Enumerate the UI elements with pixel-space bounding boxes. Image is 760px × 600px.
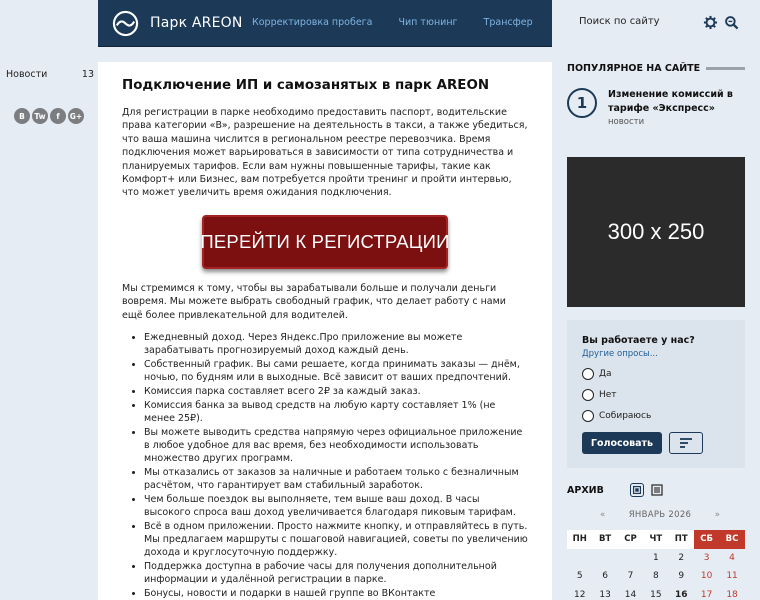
calendar-day: 14 (624, 589, 637, 600)
weekday: ПН (567, 530, 592, 549)
calendar-day: 12 (573, 589, 586, 600)
nav-item-chip-tuning[interactable]: Чип тюнинг (398, 17, 458, 28)
popular-post-category[interactable]: новости (608, 117, 645, 127)
site-title[interactable]: Парк AREON (150, 15, 243, 31)
register-button[interactable]: ПЕРЕЙТИ К РЕГИСТРАЦИИ (202, 215, 448, 269)
poll-option-label: Нет (599, 390, 617, 400)
vk-icon[interactable]: В (14, 108, 30, 124)
nav-item-mileage[interactable]: Корректировка пробега (252, 17, 373, 28)
calendar-day-weekend: 3 (703, 552, 710, 563)
calendar-day-weekend: 10 (700, 571, 713, 582)
calendar (567, 530, 745, 600)
list-item: • Комиссия банка за вывод средств на любую карту составляет 1% (не менее 25₽). (144, 399, 528, 425)
social-links (14, 108, 84, 124)
popular-heading-text: ПОПУЛЯРНОЕ НА САЙТЕ (567, 63, 701, 74)
logo-icon[interactable] (112, 10, 139, 37)
search-placeholder: Поиск по сайту (579, 16, 660, 27)
list-item: • Собственный график. Вы сами решаете, когда принимать заказы — днём, ночью, по будням или в выходные. Всё зависит от ваших предпочтений. (144, 358, 528, 384)
weekday: ЧТ (643, 530, 668, 549)
weekday: ВТ (592, 530, 617, 549)
twitter-icon[interactable]: Tw (32, 108, 48, 124)
calendar-week (567, 549, 745, 568)
calendar-day-weekend: 11 (726, 571, 738, 582)
article (98, 62, 552, 600)
poll-option-planning[interactable] (582, 410, 730, 422)
search-icon[interactable] (724, 15, 739, 30)
calendar-week (567, 586, 745, 600)
popular-heading (567, 63, 745, 74)
calendar-day-weekend: 17 (700, 589, 713, 600)
calendar-week (567, 567, 745, 586)
list-item: • Чем больше поездок вы выполняете, тем выше ваш доход. В часы высокого спроса ваш доход увеличивается благодаря пиковым тарифам. (144, 493, 528, 519)
calendar-day: 8 (653, 571, 659, 582)
poll-option-label: Собираюсь (599, 411, 652, 421)
list-item: • Комиссия парка составляет всего 2₽ за каждый заказ. (144, 385, 528, 398)
calendar-day-weekend: 18 (726, 589, 738, 600)
article-title: Подключение ИП и самозанятых в парк AREON (122, 78, 490, 93)
poll-option-yes[interactable] (582, 368, 730, 380)
main-nav (252, 17, 552, 28)
news-count: 13 (81, 69, 94, 80)
calendar-weekdays (567, 530, 745, 549)
poll-results-button[interactable] (669, 432, 703, 454)
nav-item-transfer[interactable]: Трансфер (483, 17, 533, 28)
calendar-view-icon[interactable] (630, 483, 644, 497)
benefits-list (122, 331, 528, 600)
popular-rank: 1 (567, 88, 597, 118)
radio-button[interactable] (582, 389, 594, 401)
results-icon (679, 437, 693, 449)
weekday: ПТ (669, 530, 694, 549)
facebook-icon[interactable]: f (50, 108, 66, 124)
list-item: • Бонусы, новости и подарки в нашей группе во ВКонтакте (144, 587, 528, 600)
list-item: • Всё в одном приложении. Просто нажмите кнопку, и отправляйтесь в путь. Мы предлагаем маршруты с пошаговой навигацией, советы по увеличению дохода и круглосуточную поддержку. (144, 520, 528, 560)
poll-option-no[interactable] (582, 389, 730, 401)
article-intro: Для регистрации в парке необходимо предоставить паспорт, водительские права категории «B», разрешение на деятельность в такси, а также убедиться, что ваша машина числится в региональном реестре перевозчика. Время подключения может варьироваться в зависимости от типа сотрудничества и планируемых тарифов. Если вам нужны повышенные тарифы, такие как Комфорт+ или Бизнес, вам потребуется пройти тренинг и пройти интервью, что может увеличить время ожидания подключения. (122, 107, 528, 199)
calendar-day: 7 (627, 571, 634, 582)
sidebar-item-news[interactable] (6, 69, 94, 80)
list-item: • Ежедневный доход. Через Яндекс.Про приложение вы можете зарабатывать прогнозируемый доход каждый день. (144, 331, 528, 357)
poll-option-label: Да (599, 369, 612, 379)
news-label: Новости (6, 69, 48, 80)
list-view-icon[interactable] (650, 483, 664, 497)
prev-month-button[interactable]: « (600, 510, 606, 520)
weekday-weekend: ВС (719, 530, 744, 549)
search-input[interactable] (567, 8, 745, 38)
vote-button[interactable]: Голосовать (582, 432, 662, 454)
calendar-day: 15 (650, 589, 662, 600)
calendar-nav (600, 510, 720, 520)
calendar-day: 13 (599, 589, 611, 600)
radio-button[interactable] (582, 368, 594, 380)
list-item: • Мы отказались от заказов за наличные и работаем только с безналичным расчётом, что гарантирует вам стабильный заработок. (144, 466, 528, 492)
list-item: • Поддержка доступна в рабочие часы для получения дополнительной информации и удалённой регистрации в парке. (144, 560, 528, 586)
calendar-day: 2 (678, 552, 685, 563)
ad-banner[interactable]: 300 x 250 (567, 157, 745, 307)
next-month-button[interactable]: » (714, 510, 720, 520)
other-polls-link[interactable]: Другие опросы... (582, 349, 658, 359)
poll-question: Вы работаете у нас? (582, 335, 695, 346)
popular-post-link[interactable]: Изменение комиссий в тарифе «Экспресс» (608, 89, 733, 114)
calendar-day: 1 (653, 552, 659, 563)
radio-button[interactable] (582, 410, 594, 422)
calendar-day (592, 549, 617, 568)
archive-header (567, 483, 664, 497)
archive-label: АРХИВ (567, 484, 604, 496)
site-header (98, 0, 552, 47)
calendar-month: ЯНВАРЬ 2026 (628, 510, 692, 520)
calendar-day: 5 (576, 571, 583, 582)
gear-icon[interactable] (703, 15, 718, 30)
calendar-day: 9 (678, 571, 685, 582)
calendar-day (567, 549, 592, 568)
calendar-day-weekend: 4 (729, 552, 735, 563)
heading-divider (706, 67, 745, 70)
weekday: СР (618, 530, 643, 549)
poll-widget (567, 320, 745, 468)
article-paragraph: Мы стремимся к тому, чтобы вы зарабатывали больше и получали деньги вовремя. Мы можете выбрать свободный график, что делает работу с нами ещё более привлекательной для водителей. (122, 282, 506, 321)
calendar-day (618, 549, 643, 568)
list-item: • Вы можете выводить средства напрямую через официальное приложение в любое удобное для вас время, без необходимости использовать множество других программ. (144, 426, 528, 466)
google-plus-icon[interactable]: G+ (68, 108, 84, 124)
calendar-day: 6 (602, 571, 608, 582)
weekday-weekend: СБ (694, 530, 719, 549)
calendar-day-today: 16 (674, 589, 688, 600)
